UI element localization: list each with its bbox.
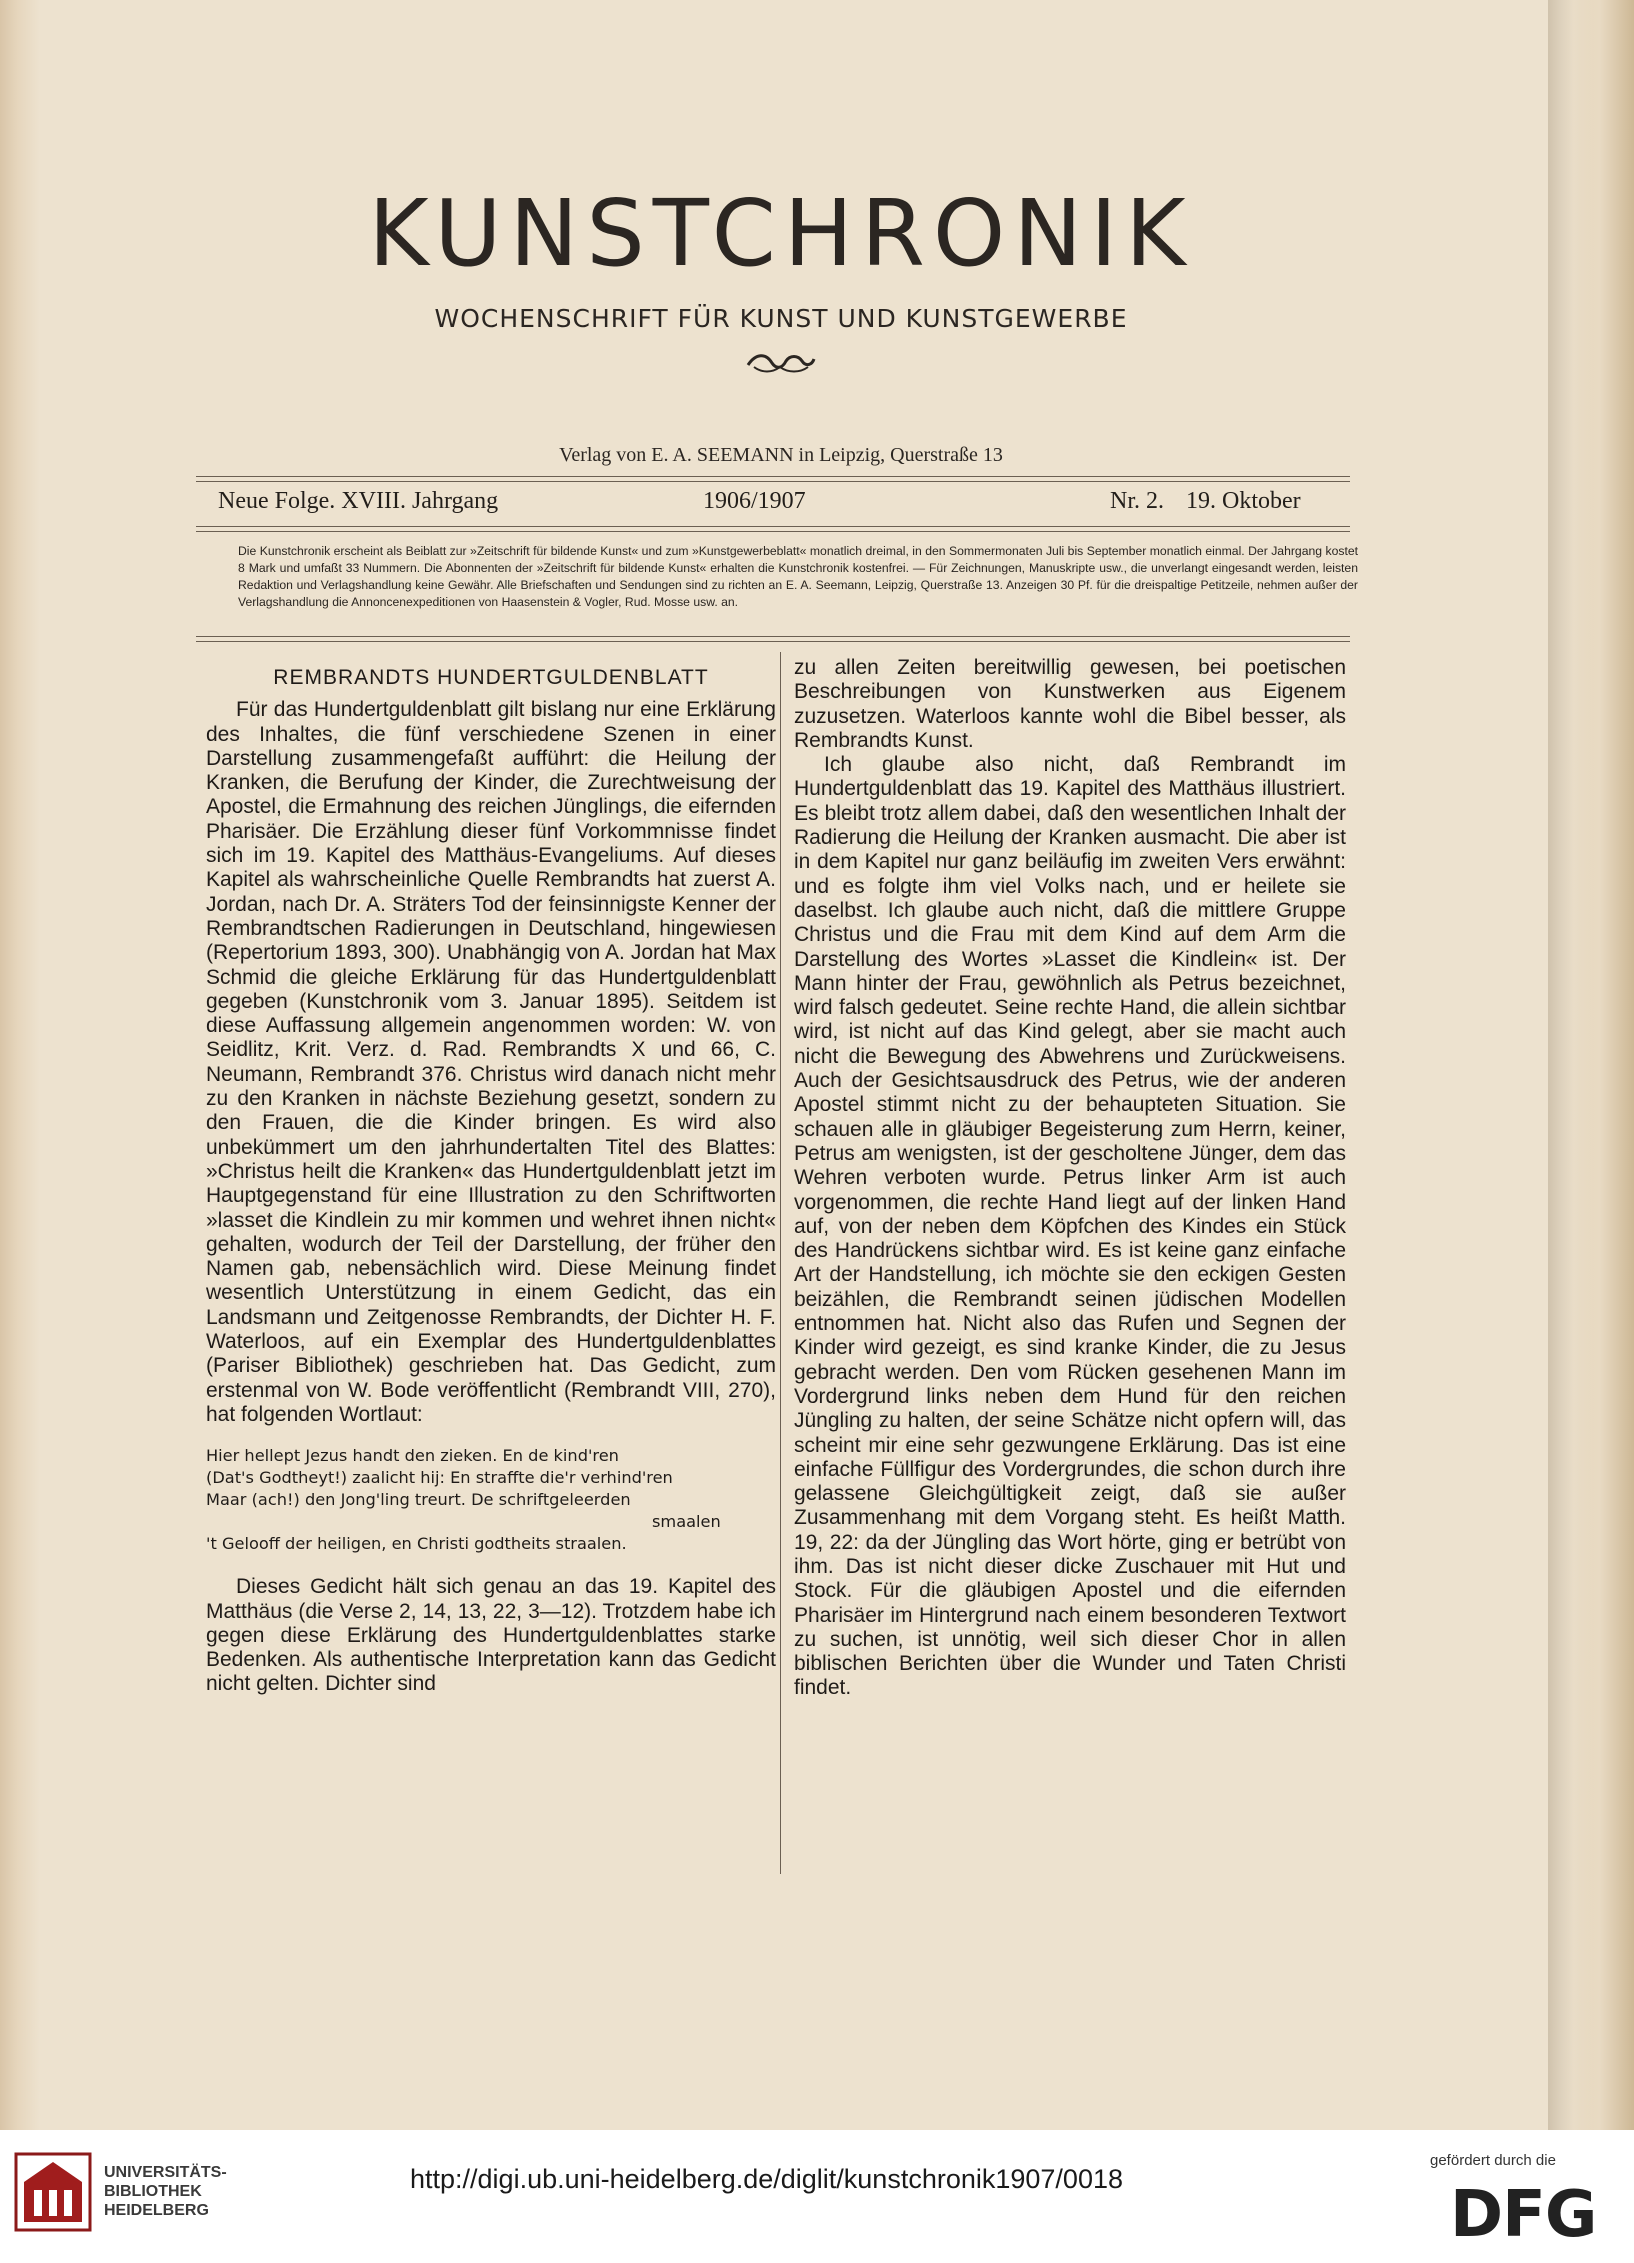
poem-line-2: (Dat's Godtheyt!) zaalicht hij: En straffte die'r verhind'ren — [206, 1468, 673, 1488]
journal-title: KUNSTCHRONIK — [368, 180, 1194, 287]
publisher-line: Verlag von E. A. SEEMANN in Leipzig, Querstraße 13 — [559, 444, 1003, 466]
article-paragraph-1: Für das Hundertguldenblatt gilt bislang nur eine Erklärung des Inhaltes, die fünf verschiedene Szenen in einer Darstellung zusammengefaßt aufführt: die Heilung der Kranken, die Berufung der Kinder, die Zurechtweisung der Apostel, die Ermahnung des reichen Jünglings, die eifernden Pharisäer. Die Erzählung dieser fünf Vorkommnisse findet sich im 19. Kapitel des Matthäus-Evangeliums. Auf dieses Kapitel als wahrscheinliche Quelle Rembrandts hat zuerst A. Jordan, nach Dr. A. Sträters Tod der feinsinnigste Kenner der Rembrandtschen Radierungen in Deutschland, hingewiesen (Repertorium 1893, 300). Unabhängig von A. Jordan hat Max Schmid die gleiche Erklärung für das Hundertguldenblatt gegeben (Kunstchronik vom 3. Januar 1895). Seitdem ist diese Auffassung allgemein angenommen worden: W. von Seidlitz, Krit. Verz. d. Rad. Rembrandts X und 66, C. Neumann, Rembrandt 376. Christus wird danach nicht mehr zu den Kranken in nächste Beziehung gesetzt, sondern zu den Frauen, die die Kinder bringen. Es wird also unbekümmert um den jahrhundertalten Titel des Blattes: »Christus heilt die Kranken« das Hundertguldenblatt jetzt im Hauptgegenstand für eine Illustration zu den Schriftworten »lasset die Kindlein zu mir kommen und wehret ihnen nicht« gehalten, wodurch der Teil der Darstellung, der früher den Namen gab, nebensächlich wird. Diese Meinung findet wesentlich Unterstützung in einem Gedicht, das ein Landsmann und Zeitgenosse Rembrandts, der Dichter H. F. Waterloos, auf ein Exemplar des Hundertguldenblattes (Pariser Bibliothek) geschrieben hat. Das Gedicht, zum erstenmal von W. Bode veröffentlicht (Rembrandt VIII, 270), hat folgenden Wortlaut: — [206, 698, 776, 1426]
ornament-icon — [746, 347, 816, 377]
poem-quote — [206, 1445, 776, 1555]
article-column-right — [794, 656, 1346, 1701]
journal-subtitle: WOCHENSCHRIFT FÜR KUNST UND KUNSTGEWERBE — [434, 304, 1128, 333]
divider-bottom-2 — [196, 641, 1350, 642]
divider-top-2 — [196, 481, 1350, 482]
article-paragraph-3: zu allen Zeiten bereitwillig gewesen, bei poetischen Beschreibungen von Kunstwerken aus Eigenem zuzusetzen. Waterloos kannte wohl die Bibel besser, als Rembrandts Kunst. — [794, 656, 1346, 752]
issue-years: 1906/1907 — [703, 488, 806, 514]
subscription-notice: Die Kunstchronik erscheint als Beiblatt zur »Zeitschrift für bildende Kunst« und zum »Kunstgewerbeblatt« monatlich dreimal, in den Sommermonaten Juli bis September monatlich einmal. Der Jahrgang kostet 8 Mark und umfaßt 33 Nummern. Die Abonnenten der »Zeitschrift für bildende Kunst« erhalten die Kunstchronik kostenfrei. — Für Zeichnungen, Manuskripte usw., die unverlangt eingesandt werden, leisten Redaktion und Verlagshandlung keine Gewähr. Alle Briefschaften und Sendungen sind zu richten an E. A. Seemann, Leipzig, Querstraße 13. Anzeigen 30 Pf. für die dreispaltige Petitzeile, nehmen außer der Verlagshandlung die Annoncenexpeditionen von Haasenstein & Vogler, Rud. Mosse usw. an. — [238, 544, 1358, 609]
article-column-left — [206, 656, 776, 1697]
divider-top-1 — [196, 476, 1350, 477]
poem-line-5: 't Gelooff der heiligen, en Christi godtheits straalen. — [206, 1534, 627, 1554]
page-spine-shadow — [1548, 0, 1634, 2130]
library-name-line-1: UNIVERSITÄTS- — [104, 2164, 227, 2181]
library-name-line-3: HEIDELBERG — [104, 2202, 209, 2219]
article-title: REMBRANDTS HUNDERTGULDENBLATT — [273, 666, 709, 689]
source-url[interactable]: http://digi.ub.uni-heidelberg.de/diglit/kunstchronik1907/0018 — [410, 2164, 1123, 2194]
poem-line-3: Maar (ach!) den Jong'ling treurt. De schriftgeleerden — [206, 1490, 631, 1510]
issue-series: Neue Folge. XVIII. Jahrgang — [218, 488, 499, 514]
poem-line-1: Hier hellept Jezus handt den zieken. En de kind'ren — [206, 1446, 619, 1466]
dfg-logo: DFG — [1450, 2178, 1597, 2252]
funding-label: gefördert durch die — [1430, 2152, 1556, 2169]
digitization-footer — [0, 2130, 1634, 2263]
poem-line-4: smaalen — [652, 1512, 721, 1532]
masthead — [196, 180, 1366, 381]
divider-mid-1 — [196, 526, 1350, 527]
divider-bottom-1 — [196, 636, 1350, 637]
article-paragraph-2: Dieses Gedicht hält sich genau an das 19. Kapitel des Matthäus (die Verse 2, 14, 13, 22, 3—12). Trotzdem habe ich gegen diese Erklärung des Hundertguldenblattes starke Bedenken. Als authentische Interpretation kann das Gedicht nicht gelten. Dichter sind — [206, 1575, 776, 1696]
issue-number: Nr. 2. — [1110, 488, 1164, 514]
column-separator — [780, 652, 781, 1874]
divider-mid-2 — [196, 531, 1350, 532]
article-paragraph-4: Ich glaube also nicht, daß Rembrandt im Hundertguldenblatt das 19. Kapitel des Matthäus illustriert. Es bleibt trotz allem dabei, daß den wesentlichen Inhalt der Radierung die Heilung der Kranken ausmacht. Die aber ist in dem Kapitel nur ganz beiläufig im zweiten Vers erwähnt: und es folgte ihm viel Volks nach, und er heilete sie daselbst. Ich glaube auch nicht, daß die mittlere Gruppe Christus und die Frau mit dem Kind auf dem Arm die Darstellung des Wortes »Lasset die Kindlein« ist. Der Mann hinter der Frau, gewöhnlich als Petrus bezeichnet, wird falsch gedeutet. Seine rechte Hand, die allein sichtbar wird, ist nicht auf das Kind gelegt, aber sie macht auch nicht die Bewegung des Abwehrens und Zurückweisens. Auch der Gesichtsausdruck des Petrus, wie der anderen Apostel stimmt nicht zu der behaupteten Situation. Sie schauen alle in gläubiger Begeisterung zum Herrn, keiner, Petrus am wenigsten, ist der gescholtene Jünger, dem das Wehren verboten wurde. Petrus linker Arm ist auch vorgenommen, die rechte Hand liegt auf der linken Hand auf, von der neben dem Köpfchen des Kindes ein Stück des Handrückens sichtbar wird. Es ist keine ganz einfache Art der Handstellung, ich möchte sie den eckigen Gesten beizählen, die Rembrandt seinen jüdischen Modellen entnommen hat. Nicht also das Rufen und Segnen der Kinder wird gezeigt, es sind kranke Kinder, die zu Jesus gebracht werden. Den vom Rücken gesehenen Mann im Vordergrund links neben dem Hund für den reichen Jüngling zu halten, der seine Schätze nicht opfern will, das scheint mir eine sehr gezwungene Erklärung. Das ist eine einfache Füllfigur des Vordergrundes, die schon durch ihre gelassene Gleichgültigkeit zeigt, daß sie außer Zusammenhang mit dem Vorgang steht. Es heißt Matth. 19, 22: da der Jüngling das Wort hörte, ging er betrübt von ihm. Das ist nicht dieser dicke Zuschauer mit Hut und Stock. Für die gläubigen Apostel und die eifernden Pharisäer im Hintergrund nach einem besonderen Textwort zu suchen, ist unnötig, weil sich dieser Chor in allen biblischen Berichten über die Wunder und Taten Christi findet. — [794, 753, 1346, 1700]
library-name-line-2: BIBLIOTHEK — [104, 2183, 202, 2200]
university-library-logo-icon — [14, 2152, 92, 2232]
library-name — [104, 2163, 227, 2220]
issue-date: 19. Oktober — [1186, 488, 1301, 514]
issue-line — [218, 488, 1330, 522]
